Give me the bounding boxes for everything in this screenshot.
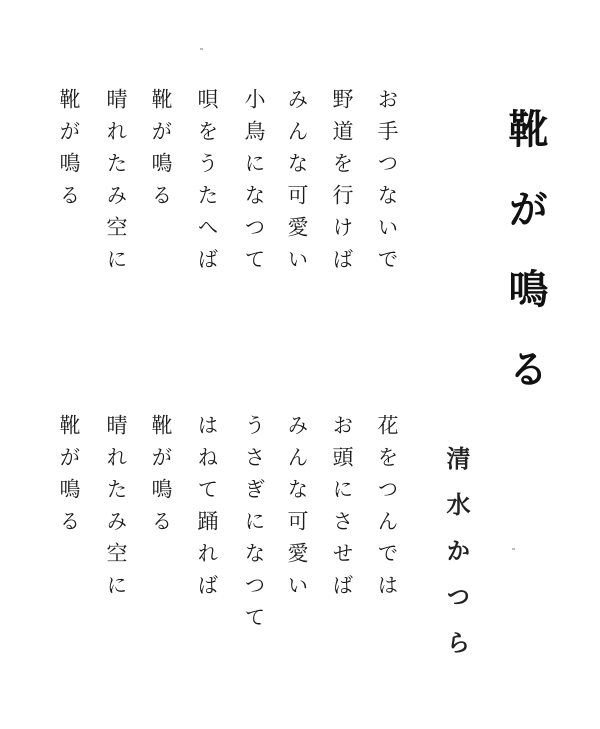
verse-2-line-1: 花をつんでは bbox=[375, 414, 399, 606]
verse-2-line-3: みんな可愛い bbox=[285, 414, 309, 606]
verse-2-line-5: はねて踊れば bbox=[195, 414, 219, 606]
verse-1-line-5: 唄をうたへば bbox=[195, 88, 219, 280]
verse-2-line-8: 靴が鳴る bbox=[57, 414, 81, 542]
verse-1-line-4: 小鳥になつて bbox=[242, 88, 266, 280]
poem-title: 靴が鳴る bbox=[502, 108, 549, 428]
verse-1-line-6: 靴が鳴る bbox=[149, 88, 173, 216]
author-name: 清水かつら bbox=[442, 446, 471, 676]
print-speck bbox=[512, 548, 515, 550]
print-speck bbox=[200, 48, 203, 50]
verse-1-line-3: みんな可愛い bbox=[285, 88, 309, 280]
verse-1-line-8: 靴が鳴る bbox=[57, 88, 81, 216]
verse-2-line-7: 晴れたみ空に bbox=[104, 414, 128, 606]
verse-2-line-6: 靴が鳴る bbox=[149, 414, 173, 542]
verse-1-line-1: お手つないで bbox=[375, 88, 399, 280]
verse-1-line-2: 野道を行けば bbox=[330, 88, 354, 280]
verse-2-line-2: お頭にさせば bbox=[330, 414, 354, 606]
verse-2-line-4: うさぎになつて bbox=[242, 414, 266, 638]
verse-1-line-7: 晴れたみ空に bbox=[104, 88, 128, 280]
